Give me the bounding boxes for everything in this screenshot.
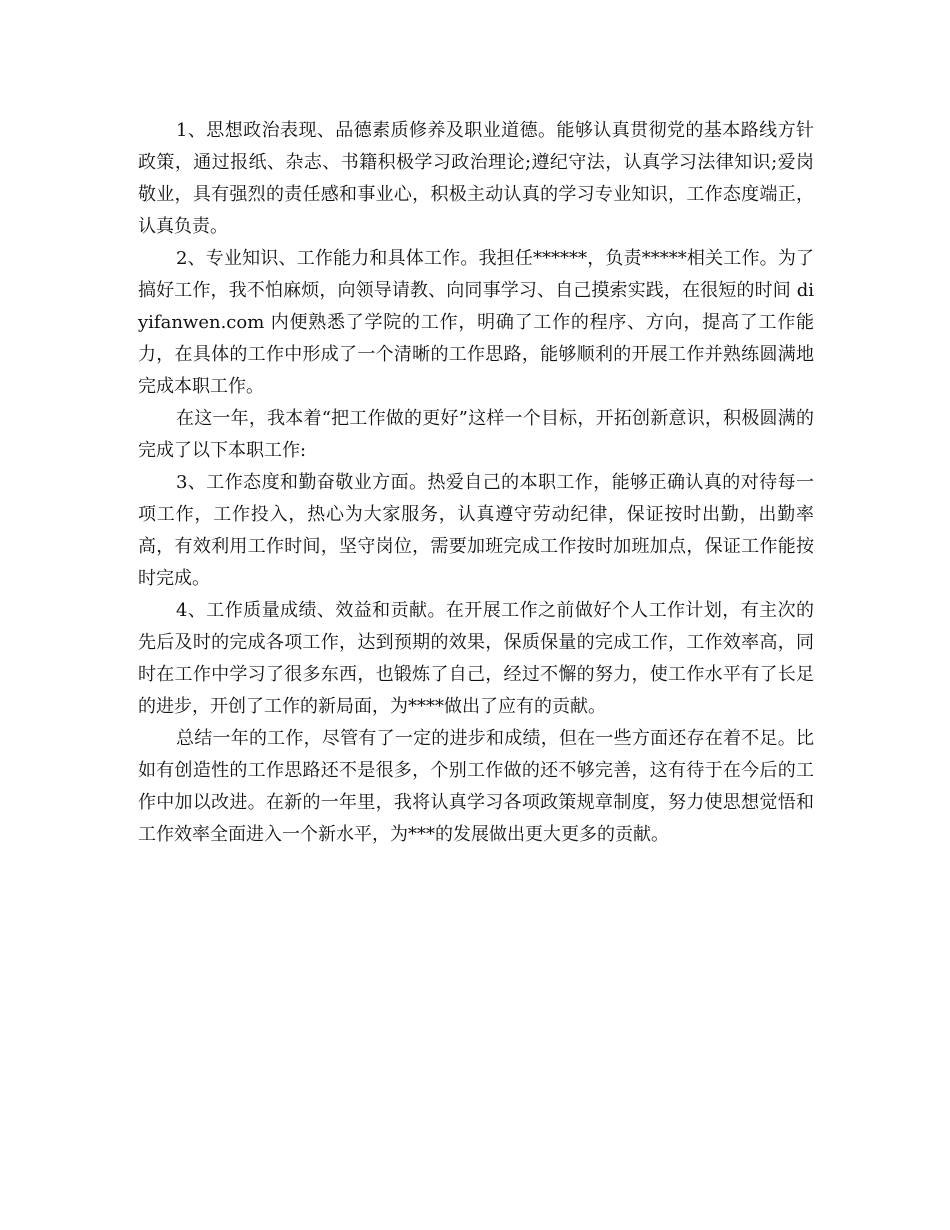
paragraph-summary: 总结一年的工作，尽管有了一定的进步和成绩，但在一些方面还存在着不足。比如有创造性的工作思路还不是很多，个别工作做的还不够完善，这有待于在今后的工作中加以改进。在新的一年里，我将认真学习各项政策规章制度，努力使思想觉悟和工作效率全面进入一个新水平，为***的发展做出更大更多的贡献。: [138, 728, 814, 845]
paragraph-political-performance: 1、思想政治表现、品德素质修养及职业道德。能够认真贯彻党的基本路线方针政策，通过报纸、杂志、书籍积极学习政治理论;遵纪守法，认真学习法律知识;爱岗敬业，具有强烈的责任感和事业心，积极主动认真的学习专业知识，工作态度端正，认真负责。: [138, 120, 815, 237]
document-body: [138, 115, 814, 851]
paragraph-professional-knowledge: 2、专业知识、工作能力和具体工作。我担任******，负责*****相关工作。为了搞好工作，我不怕麻烦，向领导请教、向同事学习、自己摸索实践，在很短的时间 diyifanwen.com 内便熟悉了学院的工作，明确了工作的程序、方向，提高了工作能力，在具体的工作中形成了一个清晰的工作思路，能够顺利的开展工作并熟练圆满地完成本职工作。: [138, 248, 814, 397]
paragraph-work-quality: 4、工作质量成绩、效益和贡献。在开展工作之前做好个人工作计划，有主次的先后及时的完成各项工作，达到预期的效果，保质保量的完成工作，工作效率高，同时在工作中学习了很多东西，也锻炼了自己，经过不懈的努力，使工作水平有了长足的进步，开创了工作的新局面，为****做出了应有的贡献。: [138, 600, 814, 717]
paragraph-work-attitude: 3、工作态度和勤奋敬业方面。热爱自己的本职工作，能够正确认真的对待每一项工作，工作投入，热心为大家服务，认真遵守劳动纪律，保证按时出勤，出勤率高，有效利用工作时间，坚守岗位，需要加班完成工作按时加班加点，保证工作能按时完成。: [138, 472, 814, 589]
paragraph-year-goal: 在这一年，我本着“把工作做的更好”这样一个目标，开拓创新意识，积极圆满的完成了以下本职工作:: [138, 408, 814, 461]
